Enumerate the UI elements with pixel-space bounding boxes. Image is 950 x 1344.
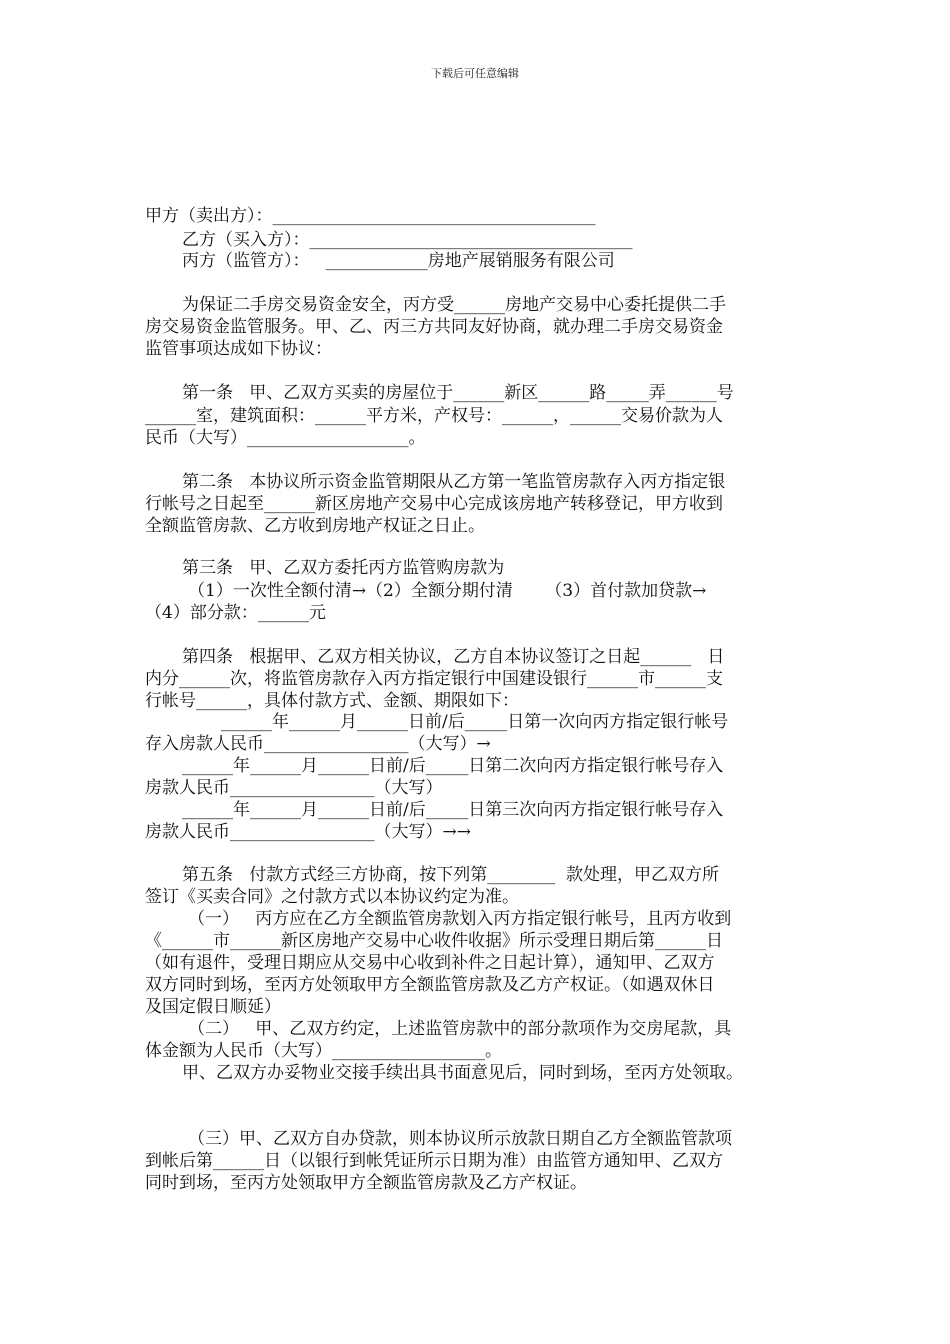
clause-line: （三）甲、乙双方自办贷款，则本协议所示放款日期自乙方全额监管款项 — [188, 1129, 732, 1149]
article-line: 签订《买卖合同》之付款方式以本协议约定为准。 — [145, 887, 519, 907]
article-line: 体金额为人民币（大写）__________________。 — [145, 1041, 502, 1061]
article-line: 甲、乙双方办妥物业交接手续出具书面意见后，同时到场，至丙方处领取。 — [182, 1063, 743, 1083]
article-line: 内分______次，将监管房款存入丙方指定银行中国建设银行______市______支 — [145, 669, 723, 689]
article-line: 双方同时到场，至丙方处领取甲方全额监管房款及乙方产权证。（如遇双休日 — [145, 975, 715, 995]
party-seller: 甲方（卖出方）：______________________________________ — [145, 206, 596, 226]
intro-line: 为保证二手房交易资金安全，丙方受______房地产交易中心委托提供二手 — [182, 295, 726, 315]
party-buyer: 乙方（买入方）：______________________________________ — [182, 230, 633, 250]
article-line: 及国定假日顺延） — [145, 997, 281, 1017]
intro-line: 房交易资金监管服务。甲、乙、丙三方共同友好协商，就办理二手房交易资金 — [145, 317, 723, 337]
article-line: ______室，建筑面积：______平方米，产权号：______，______交易价款为人 — [145, 406, 723, 426]
article-line: （二） 甲、乙双方约定，上述监管房款中的部分款项作为交房尾款，具 — [188, 1019, 732, 1039]
article-line: 全额监管房款、乙方收到房地产权证之日止。 — [145, 516, 485, 536]
article-line: （一） 丙方应在乙方全额监管房款划入丙方指定银行帐号，且丙方收到 — [188, 909, 732, 929]
article-line: 第一条 甲、乙双方买卖的房屋位于______新区______路_____弄______号 — [182, 383, 734, 403]
article-line: 第四条 根据甲、乙双方相关协议，乙方自本协议签订之日起______ 日 — [182, 647, 725, 667]
article-line: 第二条 本协议所示资金监管期限从乙方第一笔监管房款存入丙方指定银 — [182, 472, 726, 492]
page-header-note: 下载后可任意编辑 — [431, 67, 519, 80]
article-line: 第三条 甲、乙双方委托丙方监管购房款为 — [182, 558, 505, 578]
article-line: ______年______月______日前/后_____日第二次向丙方指定银行帐号存入 — [182, 756, 724, 776]
article-line: 行帐号______，具体付款方式、金额、期限如下： — [145, 691, 519, 711]
article-line: 第五条 付款方式经三方协商，按下列第________ 款处理，甲乙双方所 — [182, 865, 720, 885]
article-line: （如有退件，受理日期应从交易中心收到补件之日起计算），通知甲、乙双方 — [145, 953, 715, 973]
article-line: 存入房款人民币_________________（大写）→ — [145, 734, 491, 754]
article-line: ______年______月______日前/后_____日第三次向丙方指定银行帐号存入 — [182, 800, 724, 820]
article-line: 行帐号之日起至______新区房地产交易中心完成该房地产转移登记，甲方收到 — [145, 494, 723, 514]
intro-line: 监管事项达成如下协议： — [145, 339, 332, 359]
article-line: 《______市______新区房地产交易中心收件收据》所示受理日期后第______日 — [145, 931, 723, 951]
article-line: （4）部分款：______元 — [145, 603, 326, 623]
article-line: 房款人民币_________________（大写）→→ — [145, 822, 471, 842]
article-line: 民币（大写）___________________。 — [145, 428, 426, 448]
article-line: （1）一次性全额付清→（2）全额分期付清 （3）首付款加贷款→ — [188, 581, 707, 601]
article-line: 房款人民币_________________（大写） — [145, 778, 443, 798]
clause-line: 到帐后第______日（以银行到帐凭证所示日期为准）由监管方通知甲、乙双方 — [145, 1151, 723, 1171]
clause-line: 同时到场，至丙方处领取甲方全额监管房款及乙方产权证。 — [145, 1173, 587, 1193]
article-line: ______年______月______日前/后_____日第一次向丙方指定银行帐号 — [221, 712, 729, 732]
party-supervisor: 丙方（监管方）： ____________房地产展销服务有限公司 — [182, 251, 615, 271]
